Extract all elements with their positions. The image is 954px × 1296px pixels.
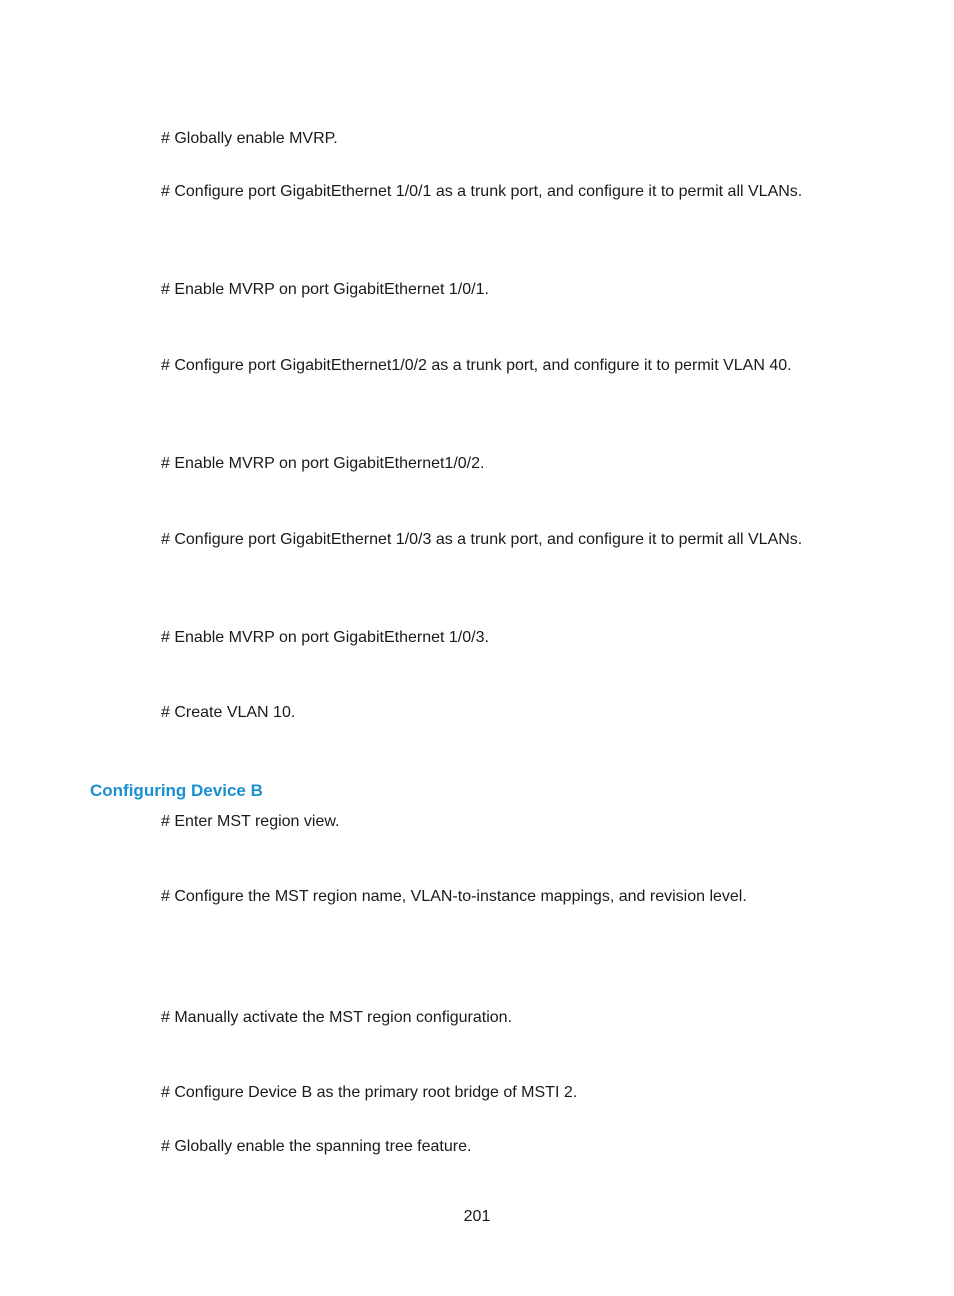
- section-heading: Configuring Device B: [90, 781, 263, 800]
- page-number: 201: [463, 1208, 491, 1225]
- step-configure-mst-region: # Configure the MST region name, VLAN-to-instance mappings, and revision level.: [161, 888, 747, 905]
- step-enable-mvrp-port-1-0-2: # Enable MVRP on port GigabitEthernet1/0/2.: [161, 455, 485, 472]
- step-enable-spanning-tree: # Globally enable the spanning tree feature.: [161, 1138, 472, 1155]
- step-configure-port-1-0-1-trunk: # Configure port GigabitEthernet 1/0/1 as a trunk port, and configure it to permit all VLANs.: [161, 183, 803, 200]
- step-enable-mvrp-port-1-0-1: # Enable MVRP on port GigabitEthernet 1/0/1.: [161, 281, 489, 298]
- step-activate-mst-region: # Manually activate the MST region configuration.: [161, 1009, 513, 1026]
- step-globally-enable-mvrp: # Globally enable MVRP.: [161, 130, 338, 147]
- step-enter-mst-region-view: # Enter MST region view.: [161, 813, 340, 830]
- step-create-vlan-10: # Create VLAN 10.: [161, 704, 296, 721]
- step-primary-root-bridge: # Configure Device B as the primary root bridge of MSTI 2.: [161, 1084, 578, 1101]
- step-configure-port-1-0-3-trunk: # Configure port GigabitEthernet 1/0/3 as a trunk port, and configure it to permit all VLANs.: [161, 531, 803, 548]
- step-configure-port-1-0-2-trunk: # Configure port GigabitEthernet1/0/2 as a trunk port, and configure it to permit VLAN 40.: [161, 357, 792, 374]
- step-enable-mvrp-port-1-0-3: # Enable MVRP on port GigabitEthernet 1/0/3.: [161, 629, 489, 646]
